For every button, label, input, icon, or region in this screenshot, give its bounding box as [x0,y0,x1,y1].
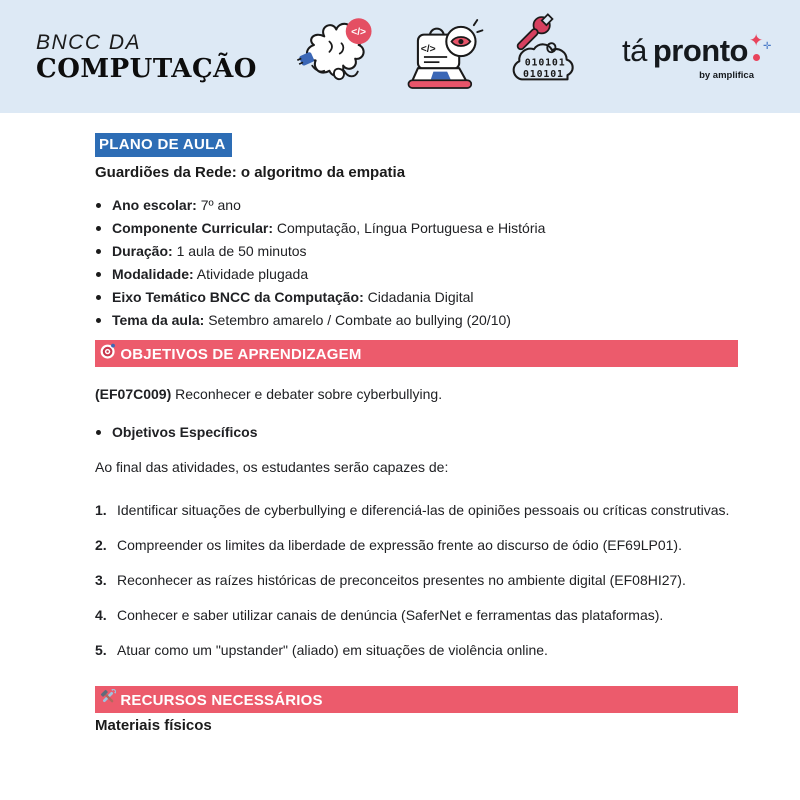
wrench-binary-icon [503,11,589,103]
meta-item-ano-escolar [95,194,738,217]
tapronto-pronto: pronto [652,32,748,68]
objective-text: Identificar situações de cyberbullying e diferenciá-las de opiniões pessoais ou críticas construtivas. [117,501,730,518]
materials-title: Materiais físicos [95,717,212,735]
laptop-review-icon [399,11,485,103]
section-heading-label: OBJETIVOS DE APRENDIZAGEM [120,345,362,363]
meta-label: Componente Curricular: [112,220,274,237]
meta-value: Atividade plugada [193,266,309,283]
meta-item-tema-da-aula [95,309,738,332]
meta-value: Setembro amarelo / Combate ao bullying (20/10) [204,312,511,329]
objective-item-3 [95,568,738,592]
tapronto-ta: tá [622,32,647,68]
bncc-logo [36,32,257,82]
meta-item-duracao [95,240,738,263]
tapronto-sparkles [748,30,772,69]
bncc-logo-line2: COMPUTAÇÃO [36,53,257,84]
objective-number: 1. [95,501,107,518]
binary-line1: 010101 [525,57,567,69]
objective-text: Conhecer e saber utilizar canais de denúncia (SaferNet e ferramentas das plataformas). [117,607,664,624]
meta-item-eixo-tematico [95,286,738,309]
specific-objectives-title: Objetivos Específicos [95,424,738,440]
objective-text: Atuar como um "upstander" (aliado) em situações de violência online. [117,642,548,659]
lesson-plan-document [0,113,800,734]
objective-number: 4. [95,607,107,624]
sparkle-icon: ✦ [749,30,764,50]
meta-label: Modalidade: [112,266,194,283]
hammer-wrench-icon [100,689,116,705]
objective-item-2 [95,533,738,557]
objectives-intro: Ao final das atividades, os estudantes serão capazes de: [95,459,449,476]
header-icons [295,11,589,103]
meta-value: 7º ano [196,197,241,213]
bncc-logo-line1: BNCC DA [36,30,142,54]
objective-item-4 [95,603,738,627]
lesson-title: Guardiões da Rede: o algoritmo da empatia [95,164,406,181]
objective-number: 2. [95,537,107,554]
tapronto-logo [622,30,772,81]
meta-value: 1 aula de 50 minutos [172,243,307,260]
skill-paragraph [95,384,738,406]
objective-number: 3. [95,572,107,589]
dot-icon [753,54,760,61]
section-heading-recursos [95,686,738,713]
target-icon [100,343,116,359]
meta-label: Tema da aula: [112,312,205,329]
plan-tag: PLANO DE AULA [95,133,232,157]
section-heading-label: RECURSOS NECESSÁRIOS [120,692,323,710]
meta-label: Ano escolar: [112,197,197,213]
brain-plug-icon [295,11,381,103]
section-heading-objetivos [95,340,738,367]
meta-value: Computação, Língua Portuguesa e História [273,220,546,237]
objective-number: 5. [95,642,107,659]
plus-sparkle-icon: ✛ [763,40,772,52]
code-glyph: </> [351,26,367,38]
objectives-list [95,498,738,662]
binary-line2: 010101 [523,68,565,80]
lesson-meta-list [95,194,738,333]
meta-item-modalidade [95,263,738,286]
objective-text: Reconhecer as raízes históricas de preconceitos presentes no ambiente digital (EF08HI27). [117,572,686,589]
skill-text: Reconhecer e debater sobre cyberbullying. [171,385,443,402]
skill-code: (EF07C009) [95,385,172,402]
objective-item-5 [95,638,738,662]
meta-label: Duração: [112,243,173,260]
tapronto-byline: by amplifica [699,69,754,81]
meta-item-componente [95,217,738,240]
objective-item-1 [95,498,738,522]
objective-text: Compreender os limites da liberdade de expressão frente ao discurso de ódio (EF69LP01). [117,537,682,554]
meta-value: Cidadania Digital [363,289,474,306]
header-banner [0,0,800,113]
meta-label: Eixo Temático BNCC da Computação: [112,289,364,306]
code-glyph: </> [421,43,437,55]
